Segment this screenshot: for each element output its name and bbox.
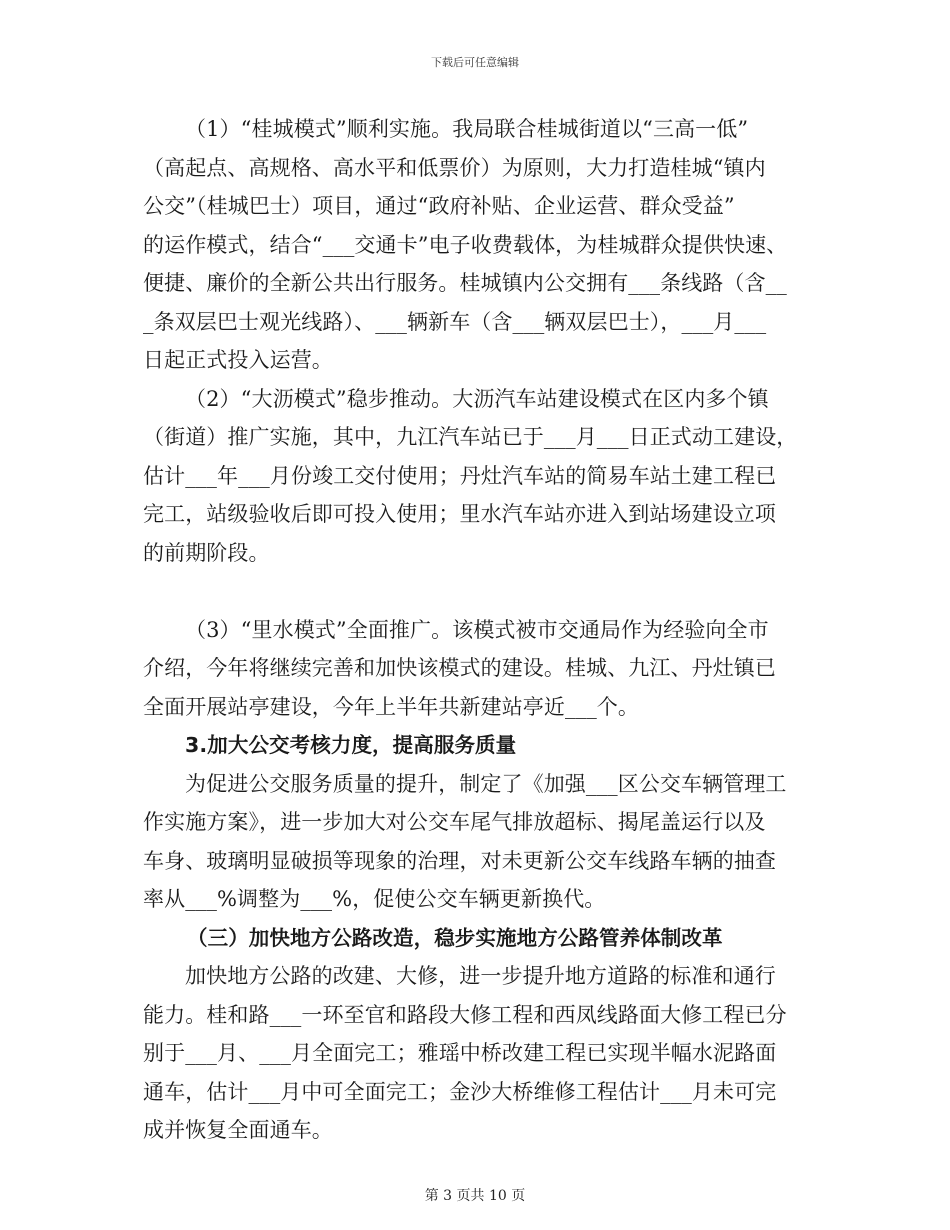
paragraph-line: 别于___月、___月全面完工；雅瑶中桥改建工程已实现半幅水泥路面 (143, 1041, 777, 1065)
paragraph-line: 为促进公交服务质量的提升，制定了《加强___区公交车辆管理工 (185, 771, 787, 796)
paragraph-line: 作实施方案》，进一步加大对公交车尾气排放超标、揭尾盖运行以及 (143, 810, 766, 834)
paragraph-line: 全面开展站亭建设，今年上半年共新建站亭近___个。 (143, 694, 639, 719)
paragraph-line: （3）“里水模式”全面推广。该模式被市交通局作为经验向全市 (185, 617, 769, 642)
paragraph-line: 日起正式投入运营。 (143, 348, 333, 372)
paragraph-line: 能力。桂和路___一环至官和路段大修工程和西凤线路面大修工程已分 (143, 1002, 787, 1027)
paragraph-bus-quality (143, 765, 813, 919)
paragraph-line: 车身、玻璃明显破损等现象的治理，对未更新公交车线路车辆的抽查 (143, 848, 776, 873)
page-header: 下载后可任意编辑 (431, 56, 519, 69)
paragraph-line: 成并恢复全面通车。 (143, 1118, 333, 1142)
paragraph-line: 的前期阶段。 (143, 540, 270, 565)
paragraph-line: 便捷、廉价的全新公共出行服务。桂城镇内公交拥有___条线路（含__ (143, 271, 787, 295)
paragraph-line: 完工，站级验收后即可投入使用；里水汽车站亦进入到站场建设立项 (143, 502, 776, 526)
section-heading-bus-assessment: 3.加大公交考核力度，提高服务质量 (185, 733, 517, 757)
page-number: 第 3 页共 10 页 (424, 1188, 526, 1204)
paragraph-line: 公交”（桂城巴士）项目，通过“政府补贴、企业运营、群众受益” (143, 194, 735, 218)
document-body (143, 110, 813, 1150)
paragraph-line: 通车，估计___月中可全面完工；金沙大桥维修工程估计___月未可完 (143, 1079, 777, 1104)
paragraph-guicheng-mode (143, 110, 813, 380)
paragraph-line: （街道）推广实施，其中，九江汽车站已于___月___日正式动工建设， (143, 425, 798, 449)
paragraph-line: 率从___%调整为___%，促使公交车辆更新换代。 (143, 887, 606, 911)
paragraph-line: （2）“大沥模式”稳步推动。大沥汽车站建设模式在区内多个镇 (185, 386, 769, 411)
paragraph-line: 估计___年___月份竣工交付使用；丹灶汽车站的简易车站土建工程已 (143, 463, 777, 488)
paragraph-line: （1）“桂城模式”顺利实施。我局联合桂城街道以“三高一低” (185, 117, 749, 141)
section-heading-local-roads: （三）加快地方公路改造，稳步实施地方公路管养体制改革 (187, 925, 723, 950)
paragraph-local-roads (143, 957, 813, 1150)
paragraph-line: 加快地方公路的改建、大修，进一步提升地方道路的标准和通行 (185, 964, 776, 988)
paragraph-line: 介绍，今年将继续完善和加快该模式的建设。桂城、九江、丹灶镇已 (143, 656, 776, 680)
paragraph-line: _条双层巴士观光线路）、___辆新车（含___辆双层巴士），___月___ (143, 309, 767, 334)
paragraph-line: 的运作模式，结合“___交通卡”电子收费载体，为桂城群众提供快速、 (143, 232, 788, 257)
paragraph-dali-mode (143, 380, 813, 611)
paragraph-line: （高起点、高规格、高水平和低票价）为原则，大力打造桂城“镇内 (143, 155, 766, 180)
paragraph-line (143, 572, 813, 611)
paragraph-lishui-mode (143, 611, 813, 727)
